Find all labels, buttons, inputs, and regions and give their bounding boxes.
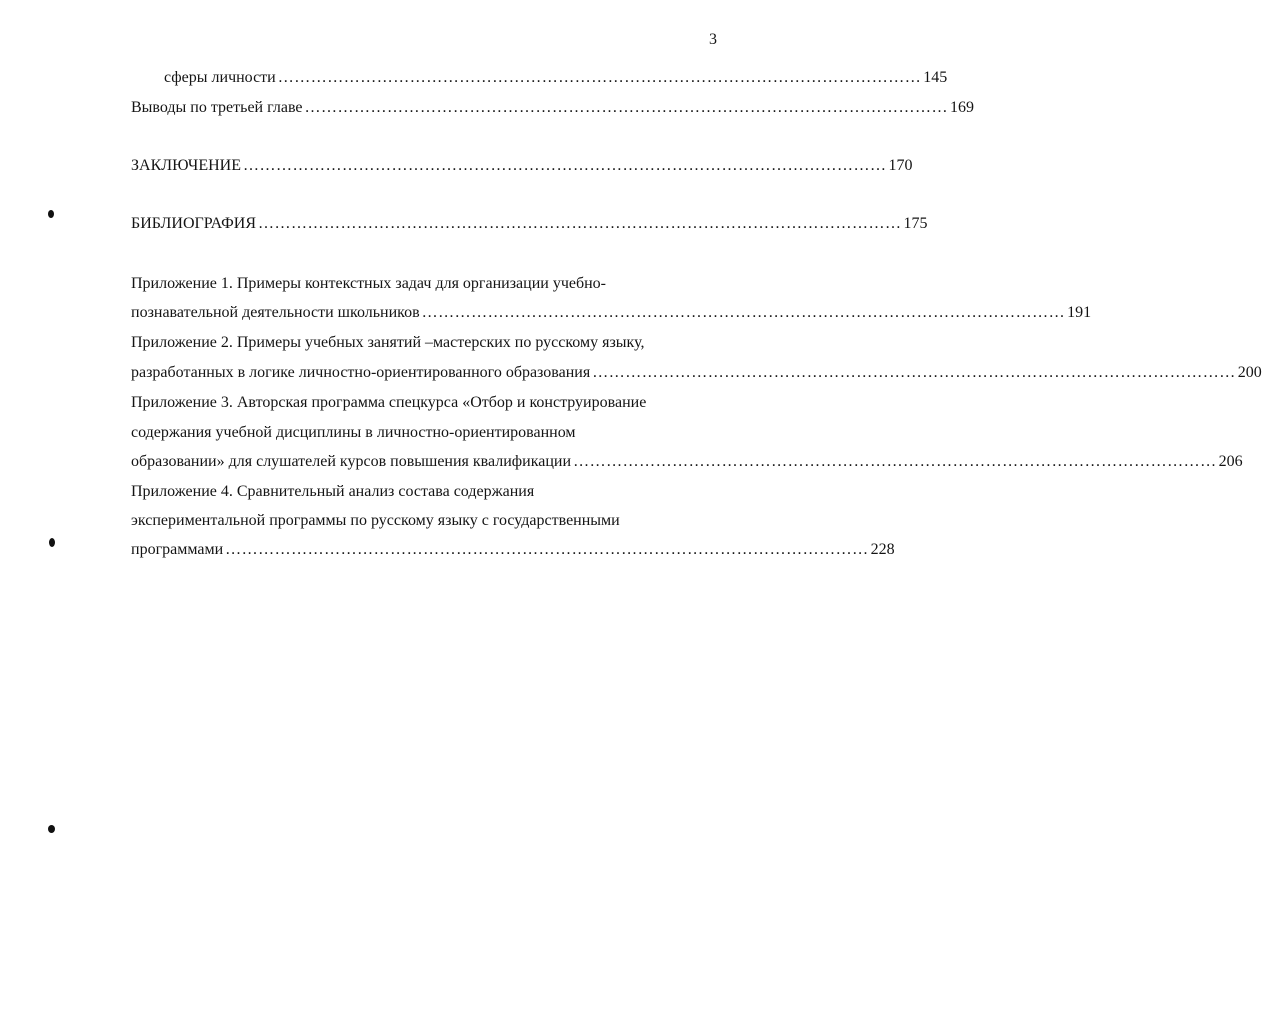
toc-entry-page: 200 bbox=[1237, 364, 1262, 381]
toc-entry-text: разработанных в логике личностно-ориентированного образования bbox=[131, 364, 591, 381]
dot-leader: ……………………………………………………………………………………………………… bbox=[592, 364, 1236, 381]
dot-leader: ……………………………………………………………………………………………………… bbox=[573, 453, 1217, 470]
toc-appendix-3-line1: Приложение 3. Авторская программа спецкурса «Отбор и конструирование bbox=[131, 394, 647, 411]
toc-entry-page: 145 bbox=[923, 69, 948, 86]
dot-leader: ……………………………………………………………………………………………………… bbox=[258, 215, 902, 232]
toc-appendix-2-line2 bbox=[131, 363, 1262, 383]
scan-speck bbox=[48, 825, 55, 833]
toc-entry-page: 175 bbox=[903, 215, 928, 232]
toc-entry-text: ЗАКЛЮЧЕНИЕ bbox=[131, 157, 241, 174]
toc-entry-conclusion bbox=[131, 156, 913, 176]
dot-leader: ……………………………………………………………………………………………………… bbox=[421, 304, 1066, 321]
page-number: 3 bbox=[709, 31, 717, 48]
toc-entry-text: познавательной деятельности школьников bbox=[131, 304, 420, 321]
toc-entry-page: 191 bbox=[1067, 304, 1092, 321]
toc-appendix-3-line2: содержания учебной дисциплины в личностно-ориентированном bbox=[131, 424, 576, 441]
dot-leader: ……………………………………………………………………………………………………… bbox=[304, 99, 948, 116]
toc-entry-text: сферы личности bbox=[164, 69, 276, 86]
toc-appendix-1-line1: Приложение 1. Примеры контекстных задач для организации учебно- bbox=[131, 275, 606, 292]
dot-leader: ……………………………………………………………………………………………………… bbox=[242, 157, 887, 174]
toc-entry-text: Выводы по третьей главе bbox=[131, 99, 303, 116]
toc-appendix-4-line1: Приложение 4. Сравнительный анализ состава содержания bbox=[131, 483, 535, 500]
toc-entry-page: 228 bbox=[870, 541, 895, 558]
toc-entry-text: программами bbox=[131, 541, 224, 558]
toc-entry-page: 170 bbox=[888, 157, 913, 174]
toc-entry-page: 206 bbox=[1218, 453, 1243, 470]
toc-entry-text: БИБЛИОГРАФИЯ bbox=[131, 215, 257, 232]
toc-appendix-2-line1: Приложение 2. Примеры учебных занятий –мастерских по русскому языку, bbox=[131, 334, 645, 351]
toc-entry-chapter3-conclusions bbox=[131, 98, 974, 118]
toc-appendix-4-line2: экспериментальной программы по русскому языку с государственными bbox=[131, 512, 620, 529]
toc-entry-personality-sphere bbox=[164, 68, 948, 88]
scan-speck bbox=[48, 210, 54, 218]
toc-entry-page: 169 bbox=[950, 99, 974, 116]
toc-appendix-3-line3 bbox=[131, 452, 1243, 472]
toc-appendix-1-line2 bbox=[131, 303, 1092, 323]
dot-leader: ……………………………………………………………………………………………………… bbox=[277, 69, 922, 86]
toc-entry-text: образовании» для слушателей курсов повышения квалификации bbox=[131, 453, 572, 470]
scan-speck bbox=[49, 538, 55, 547]
toc-entry-bibliography bbox=[131, 214, 928, 234]
dot-leader: ……………………………………………………………………………………………………… bbox=[225, 541, 869, 558]
toc-appendix-4-line3 bbox=[131, 540, 895, 560]
